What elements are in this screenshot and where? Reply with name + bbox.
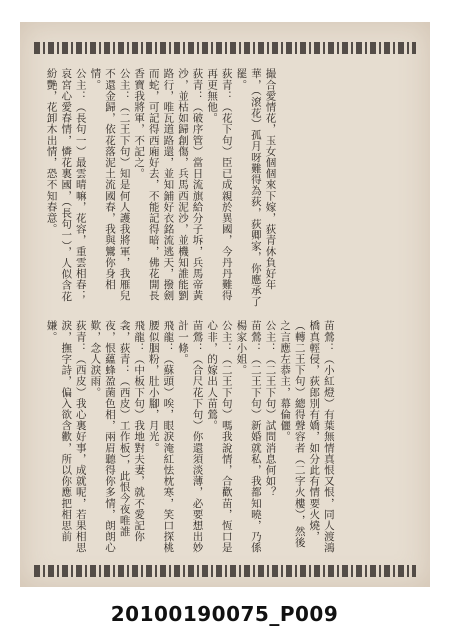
upper-text-columns: 撮合愛情花，玉女個個來下嫁，荻青休負好年華，（滾花）孤月呀難得為荻，荻卿家，你應承了罷。 荻青：（花下句）臣已成親於異國，今丹丹難得再更無他。 荻青：（破序管）當日流旗給分子坼，兵馬帝黃沙，並枯如歸創傷，兵馬西泥沙，並機知誰能劉路行，唯瓦道路還，並知鋪好衣銘流逃天，撥劍而蛇，可記得西廂好去，不能記得暗，佛花開長香寶我將軍，不記之。 公主：（二王下句）知是何人護我將軍，我雁兒不還金歸，依花落泥土流國春，我與鸞你身相情。 公主：（長句一）最雲晴嘛，花容，重雲相春；哀宮心愛春情，憐花裏國，（長句一），人似含花紛艷，花卸木出情，恐不知春意。 [45, 68, 277, 307]
lower-text-columns: 苗鶯：（小紅燈）有葉無情真恨又恨，同人渡鴻橋真輕侵，荻郎別有嬌，如分此有情要火燒，（轉二王下句）總得聲容者（二字火樓），然後之言應左恭主，幕倫儷。 公主：（二王下句）試問消息何如？ 苗鶯：（二王下句）新婚就私，我都知曉，乃係楊家小姐。 公主：（二王下句）嗎我說情，合歡苗，恆口是心非，的嫁出人苗鶯。 苗鶯：（合尺花下句）你還須淡薄，必要想出妙計一條。 飛龍：（蘇頭）唉，眼淚淹紅怯枕寒，笑口探桃腰似胭粉，肚小腳，月光。 飛龍：（中板下句）我地對夫妻，就不愛記你衾，荻青：（西皮）工作板），此恨今夜唯誰夜，恨蘊蜂盈菌色相，兩眉聽得你多情，朗朗心歎，念人淚雨。 荻青：（西皮）我心裏好事，成就呢，若果相思淚，撫字詩，偏入欲含歡，所以你應把相思前嫌。 [45, 320, 335, 554]
document-page [20, 22, 430, 587]
top-ornamental-border [34, 42, 416, 54]
upper-text-section [44, 68, 406, 312]
image-caption: 20100190075_P009 [110, 602, 339, 626]
bottom-ornamental-border [34, 565, 416, 577]
lower-text-section [44, 320, 406, 556]
